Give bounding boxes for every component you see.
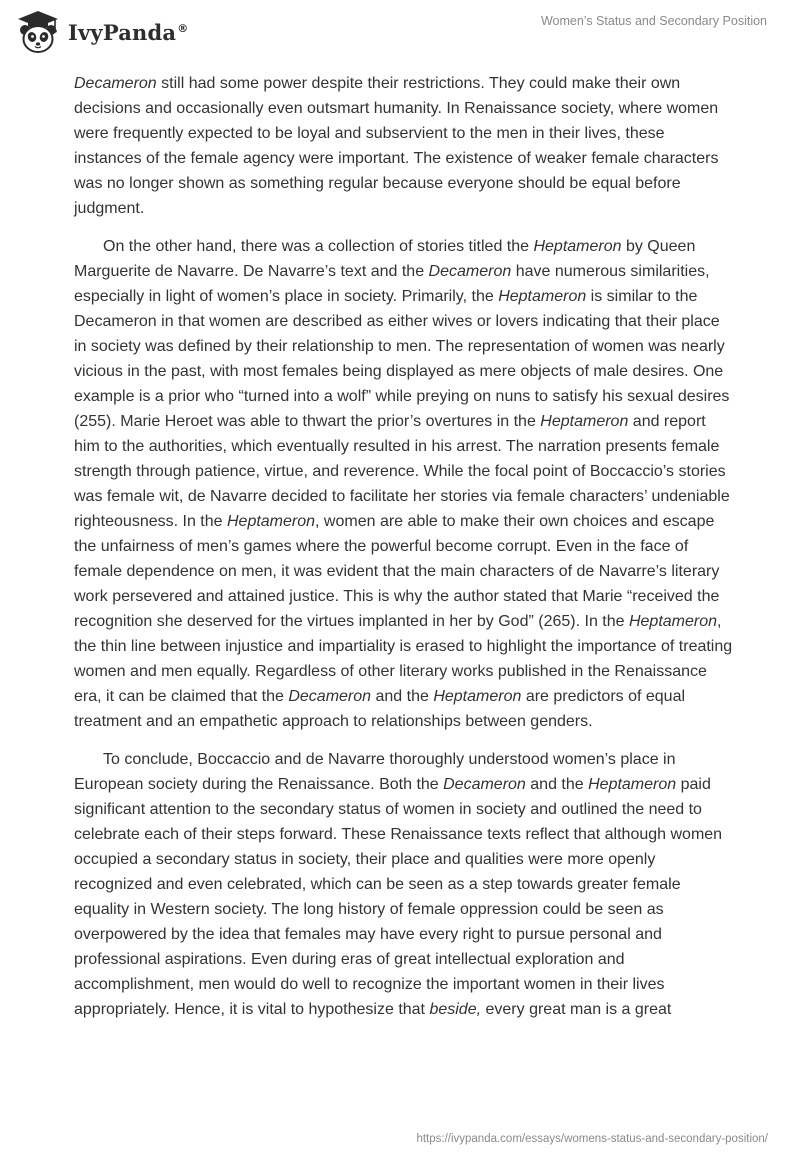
italic-title: Heptameron: [540, 413, 629, 430]
brand-name-text: IvyPanda: [68, 19, 177, 45]
brand-name: [68, 20, 188, 45]
page-header: [0, 0, 800, 70]
panda-logo-icon: [14, 8, 62, 56]
italic-title: Decameron: [443, 776, 526, 793]
italic-title: Heptameron: [498, 288, 587, 305]
italic-title: Heptameron: [533, 238, 622, 255]
text-run: , the thin line between injustice and impartiality is erased to highlight the importance of treating women and men equally. Regardless of other literary works published in the Renaissance era, it can be claimed that the: [74, 613, 733, 705]
text-run: by Queen Marguerite de Navarre. De Navarre’s text and the: [74, 238, 696, 280]
text-run: and report him to the authorities, which eventually resulted in his arrest. The narration presents female strength through patience, virtue, and reverence. While the focal point of Boccaccio’s stories was female wit, de Navarre decided to facilitate her stories via female characters’ undeniable righteousness. In the: [74, 413, 730, 530]
italic-title: Decameron: [428, 263, 512, 280]
text-run: To conclude, Boccaccio and de Navarre thoroughly understood women’s place in European society during the Renaissance. Both the: [74, 751, 676, 793]
text-run: every great man is a great: [481, 1001, 672, 1018]
text-run: are predictors of equal treatment and an empathetic approach to relationships between genders.: [74, 688, 686, 730]
registered-mark: ®: [177, 21, 189, 35]
italic-title: Decameron: [74, 75, 157, 92]
text-run: still had some power despite their restrictions. They could make their own decisions and occasionally even outsmart humanity. In Renaissance society, where women were frequently expected to be loyal and subservient to the men in their lives, these instances of the female agency were important. The existence of weaker female characters was no longer shown as something regular because everyone should be equal before judgment.: [74, 75, 719, 217]
text-run: and the: [371, 688, 434, 705]
running-title: Women’s Status and Secondary Position: [540, 14, 767, 28]
italic-title: beside,: [429, 1001, 482, 1018]
text-run: and the: [525, 776, 589, 793]
text-run: paid significant attention to the secondary status of women in society and outlined the need to celebrate each of their steps forward. These Renaissance texts reflect that although women occupied a secondary status in society, their place and qualities were more openly recognized and even celebrated, which can be seen as a step towards greater female equality in Western society. The long history of female oppression could be seen as overpowered by the idea that females may have every right to pursue personal and professional aspirations. Even during eras of great intellectual exploration and accomplishment, men would do well to recognize the important women in their lives appropriately. Hence, it is vital to hypothesize that: [74, 776, 723, 1018]
text-run: have numerous similarities, especially in light of women’s place in society. Primarily, the: [74, 263, 710, 305]
source-url[interactable]: https://ivypanda.com/essays/womens-status-and-secondary-position/: [416, 1133, 768, 1145]
italic-title: Heptameron: [588, 776, 677, 793]
paragraph: [74, 747, 734, 1022]
italic-title: Decameron: [288, 688, 372, 705]
italic-title: Heptameron: [628, 613, 718, 630]
italic-title: Heptameron: [433, 688, 522, 705]
essay-body: [74, 71, 734, 1022]
italic-title: Heptameron: [226, 513, 316, 530]
paragraph: [74, 234, 734, 734]
text-run: is similar to the Decameron in that women are described as either wives or lovers indicating that their place in society was defined by their relationship to men. The representation of women was nearly vicious in the past, with most females being displayed as mere objects of male desires. One example is a prior who “turned into a wolf” while preying on nuns to satisfy his sexual desires (255). Marie Heroet was able to thwart the prior’s overtures in the: [74, 288, 730, 430]
text-run: On the other hand, there was a collection of stories titled the: [103, 238, 534, 255]
brand-logo[interactable]: [14, 8, 188, 56]
paragraph: [74, 71, 734, 221]
text-run: , women are able to make their own choices and escape the unfairness of men’s games where the powerful become corrupt. Even in the face of female dependence on men, it was evident that the main characters of de Navarre’s literary work persevered and attained justice. This is why the author stated that Marie “received the recognition she deserved for the virtues implanted in her by God” (265). In the: [74, 513, 720, 630]
